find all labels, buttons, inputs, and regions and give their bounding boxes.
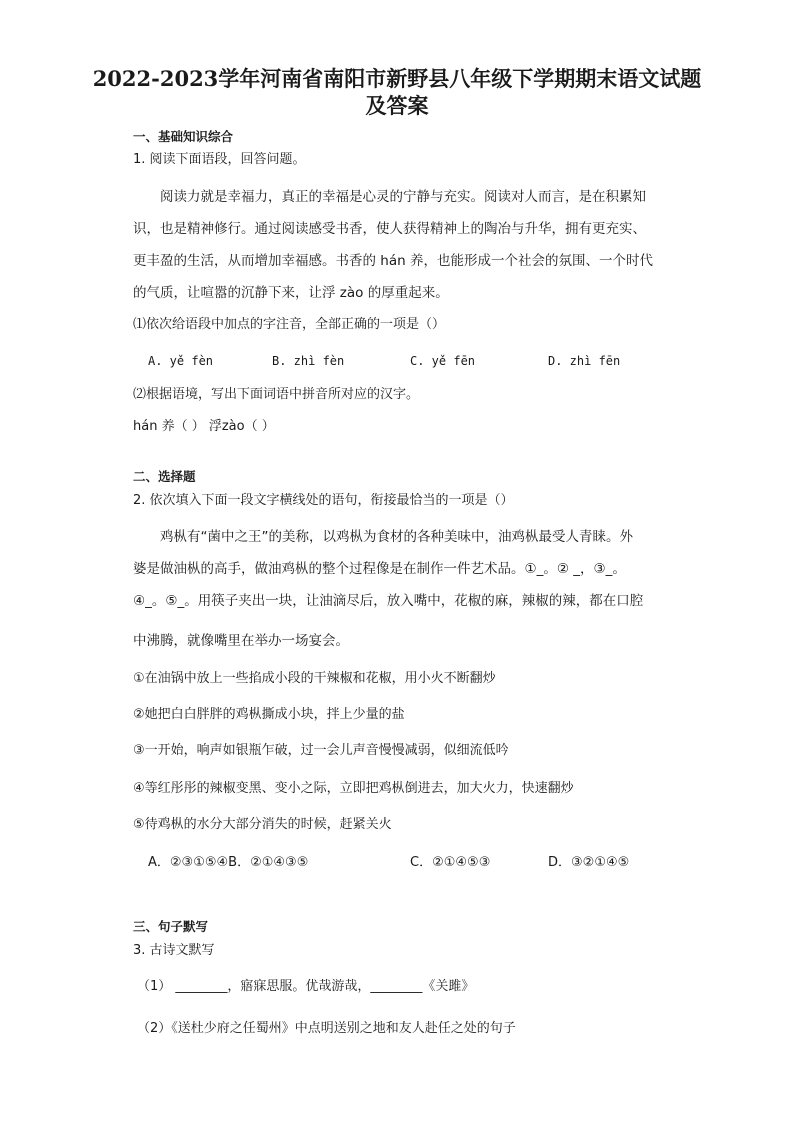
q3-sub-question-1: （1） ________，寤寐思服。优哉游哉，________《关雎》 bbox=[137, 979, 475, 994]
q1-passage-line-3: 更丰盈的生活，从而增加幸福感。书香的 hán 养，也能形成一个社会的氛围、一个时代 bbox=[133, 253, 653, 269]
q3-sub-question-2: （2）《送杜少府之任蜀州》中点明送别之地和友人赴任之处的句子 bbox=[137, 1021, 516, 1036]
q2-options-a-b: A．②③①⑤④B．②①④③⑤ bbox=[148, 855, 309, 870]
q1-option-b: B. zhì fèn bbox=[272, 354, 345, 368]
section-heading-3: 三、句子默写 bbox=[133, 919, 209, 934]
question-3-prompt: 3. 古诗文默写 bbox=[133, 943, 215, 958]
question-2-prompt: 2. 依次填入下面一段文字横线处的语句，衔接最恰当的一项是（） bbox=[133, 493, 514, 508]
q2-passage-line-4: 中沸腾，就像嘴里在举办一场宴会。 bbox=[133, 633, 349, 649]
section-heading-1: 一、基础知识综合 bbox=[133, 129, 234, 144]
q1-sub-question-1: ⑴依次给语段中加点的字注音，全部正确的一项是（） bbox=[133, 317, 446, 332]
document-title-line-2: 及答案 bbox=[365, 93, 429, 118]
q2-item-2: ②她把白白胖胖的鸡枞撕成小块，拌上少量的盐 bbox=[133, 707, 405, 722]
q1-passage-line-4: 的气质，让喧嚣的沉静下来，让浮 zào 的厚重起来。 bbox=[133, 285, 449, 301]
q1-passage-line-2: 识，也是精神修行。通过阅读感受书香，使人获得精神上的陶冶与升华，拥有更充实、 bbox=[133, 221, 646, 237]
q2-item-5: ⑤待鸡枞的水分大部分消失的时候，赶紧关火 bbox=[133, 817, 392, 832]
q1-option-a: A. yě fèn bbox=[148, 354, 214, 368]
q1-option-c: C. yě fēn bbox=[410, 354, 476, 368]
question-1-prompt: 1. 阅读下面语段，回答问题。 bbox=[133, 152, 306, 167]
q2-passage-line-3: ④_。⑤_。用筷子夹出一块，让油滴尽后，放入嘴中，花椒的麻，辣椒的辣，都在口腔 bbox=[133, 593, 644, 609]
document-title-line-1: 2022-2023学年河南省南阳市新野县八年级下学期期末语文试题 bbox=[92, 66, 702, 91]
q2-item-1: ①在油锅中放上一些掐成小段的干辣椒和花椒，用小火不断翻炒 bbox=[133, 671, 496, 686]
q1-sub-question-2: ⑵根据语境，写出下面词语中拼音所对应的汉字。 bbox=[133, 387, 420, 402]
q2-item-4: ④等红彤彤的辣椒变黑、变小之际，立即把鸡枞倒进去，加大火力，快速翻炒 bbox=[133, 781, 574, 796]
q1-passage-line-1: 阅读力就是幸福力，真正的幸福是心灵的宁静与充实。阅读对人而言，是在积累知 bbox=[160, 189, 646, 205]
q2-option-c: C．②①④⑤③ bbox=[410, 855, 491, 870]
q1-fill-blanks: hán 养（ ） 浮zào（ ） bbox=[133, 419, 275, 434]
q1-option-d: D. zhì fēn bbox=[548, 354, 621, 368]
section-heading-2: 二、选择题 bbox=[133, 469, 196, 484]
q2-passage-line-2: 婆是做油枞的高手，做油鸡枞的整个过程像是在制作一件艺术品。①_。② _，③_。 bbox=[133, 561, 626, 577]
q2-passage-line-1: 鸡枞有“菌中之王”的美称，以鸡枞为食材的各种美味中，油鸡枞最受人青睐。外 bbox=[160, 529, 633, 545]
q2-item-3: ③一开始，响声如银瓶乍破，过一会儿声音慢慢减弱，似细流低吟 bbox=[133, 743, 509, 758]
q2-option-d: D．③②①④⑤ bbox=[548, 855, 630, 870]
